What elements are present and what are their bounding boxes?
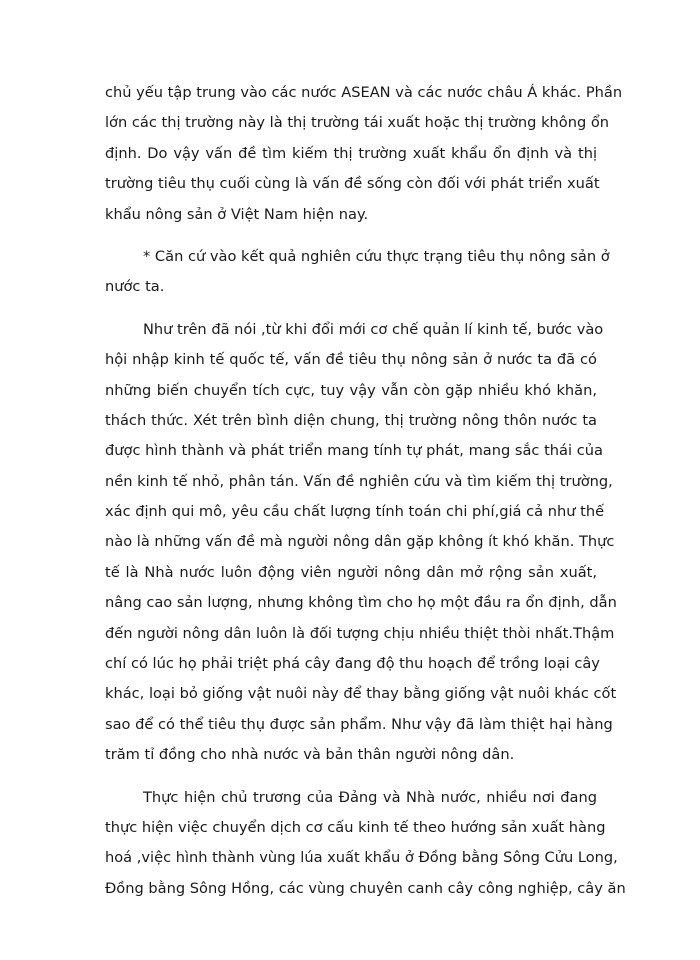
text-line: lớn các thị trường này là thị trường tái xuất hoặc thị trường không ổn [105,114,610,132]
text-line: những biến chuyển tích cực, tuy vậy vẫn còn gặp nhiều khó khăn, [105,381,597,399]
text-line: hội nhập kinh tế quốc tế, vấn đề tiêu thụ nông sản ở nước ta đã có [105,351,597,369]
text-line: xác định qui mô, yêu cầu chất lượng tính toán chi phí,giá cả như thế [105,503,605,521]
text-line: sao để có thể tiêu thụ được sản phẩm. Như vậy đã làm thiệt hại hàng [105,715,613,733]
text-line: chủ yếu tập trung vào các nước ASEAN và các nước châu Á khác. Phần [105,84,623,101]
document-body [105,78,626,904]
text-line: nâng cao sản lượng, nhưng không tìm cho họ một đầu ra ổn định, dẫn [105,594,617,612]
text-line: Đồng bằng Sông Hồng, các vùng chuyên canh cây công nghiệp, cây ăn [105,879,626,897]
text-line: trăm tỉ đồng cho nhà nước và bản thân người nông dân. [105,746,515,764]
paragraph-spacing [105,303,597,315]
text-line: tế là Nhà nước luôn động viên người nông dân mở rộng sản xuất, [105,563,597,581]
paragraph-3 [105,315,617,771]
text-line: * Căn cứ vào kết quả nghiên cứu thực trạng tiêu thụ nông sản ở [143,247,610,265]
paragraph-spacing [105,230,597,242]
text-line: khẩu nông sản ở Việt Nam hiện nay. [105,205,369,223]
text-line: thách thức. Xét trên bình diện chung, thị trường nông thôn nước ta [105,411,597,429]
text-line: Như trên đã nói ,từ khi đổi mới cơ chế quản lí kinh tế, bước vào [143,320,604,338]
text-line: Thực hiện chủ trương của Đảng và Nhà nước, nhiều nơi đang [143,788,597,806]
text-line: được hình thành và phát triển mang tính tự phát, mang sắc thái của [105,442,603,460]
text-line: hoá ,việc hình thành vùng lúa xuất khẩu ở Đồng bằng Sông Cửu Long, [105,849,618,867]
paragraph-spacing [105,771,597,783]
text-line: nền kinh tế nhỏ, phân tán. Vấn đề nghiên cứu và tìm kiếm thị trường, [105,472,613,490]
text-line: nào là những vấn đề mà người nông dân gặp không ít khó khăn. Thực [105,533,615,551]
paragraph-1 [105,78,623,230]
paragraph-2 [105,242,610,303]
text-line: khác, loại bỏ giống vật nuôi này để thay bằng giống vật nuôi khác cốt [105,685,617,703]
text-line: thực hiện việc chuyển dịch cơ cấu kinh tế theo hướng sản xuất hàng [105,818,606,836]
text-line: nước ta. [105,278,165,296]
text-line: trường tiêu thụ cuối cùng là vấn đề sống còn đối với phát triển xuất [105,175,600,193]
text-line: định. Do vậy vấn đề tìm kiếm thị trường xuất khẩu ổn định và thị [105,144,597,162]
text-line: chí có lúc họ phải triệt phá cây đang độ thu hoạch để trồng loại cây [105,655,600,673]
paragraph-4 [105,783,626,905]
text-line: đến người nông dân luôn là đối tượng chịu nhiều thiệt thòi nhất.Thậm [105,624,615,642]
